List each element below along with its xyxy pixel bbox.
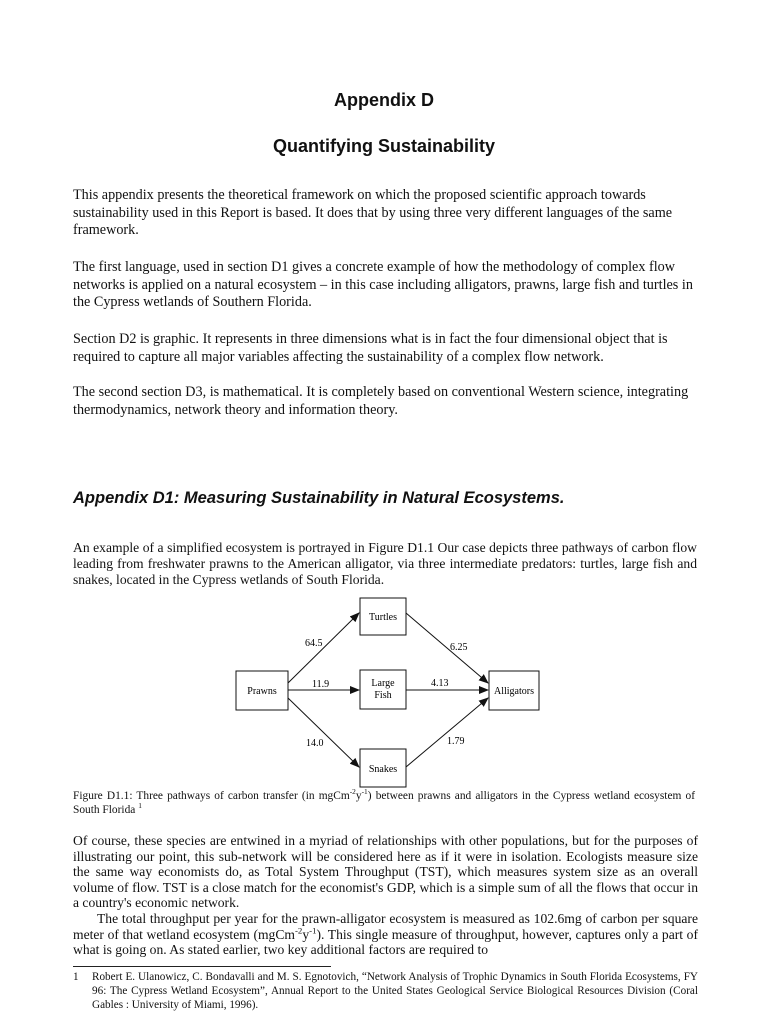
intro-paragraph: Section D2 is graphic. It represents in three dimensions what is in fact the four dimensional object that is required to capture all major variables affecting the sustainability of a complex flow network.	[73, 331, 668, 365]
figure-caption: Figure D1.1: Three pathways of carbon transfer (in $mgCm^{-2}y^{-1}$) between prawns and alligators in the Cypress wetland ecosystem of South Florida $^1$	[73, 787, 696, 816]
footnote-divider	[73, 966, 331, 967]
intro-paragraph: The first language, used in section D1 gives a concrete example of how the methodology of complex flow networks is applied on a natural ecosystem – in this case including alligators, prawns, large fish and turtles in the Cypress wetlands of Southern Florida.	[73, 259, 693, 310]
body-paragraph: The total throughput per year for the prawn-alligator ecosystem is measured as 102.6mg of carbon per square meter of that wetland ecosystem $(mgCm^{-2}y^{-1})$. This single measure of throughput, however, captures only a part of what is going on. As stated earlier, two key additional factors are required to	[73, 910, 698, 958]
flow-label: 11.9	[312, 679, 330, 690]
flow-label: 64.5	[305, 638, 323, 649]
node-prawns-label: Prawns	[247, 686, 277, 697]
flow-prawns-snakes	[288, 698, 359, 767]
page-subtitle: Quantifying Sustainability	[272, 136, 496, 156]
flow-label: 6.25	[450, 642, 468, 653]
intro-paragraph: This appendix presents the theoretical framework on which the proposed scientific approach towards sustainability used in this Report is based. It does that by using three very different languages of the same framework.	[73, 187, 673, 238]
node-alligators-label: Alligators	[494, 686, 534, 697]
section-heading: Appendix D1: Measuring Sustainability in Natural Ecosystems.	[73, 489, 565, 507]
flow-prawns-turtles	[288, 613, 359, 683]
flow-label: 4.13	[431, 678, 449, 689]
node-large-fish-label: Fish	[374, 690, 392, 701]
flow-turtles-alligators	[406, 613, 488, 683]
footnote-text: Robert E. Ulanowicz, C. Bondavalli and M. S. Egnotovich, “Network Analysis of Trophic Dynamics in South Florida Ecosystems, FY 96: The Cypress Wetland Ecosystem”, Annual Report to the United States Geological Service Biological Resources Division (Coral Gables : University of Miami, 1996).	[92, 971, 698, 1011]
flow-snakes-alligators	[406, 698, 488, 767]
body-text	[73, 833, 698, 958]
page-title: Appendix D	[333, 90, 434, 110]
node-turtles-label: Turtles	[369, 612, 397, 623]
section-intro: An example of a simplified ecosystem is portrayed in Figure D1.1 Our case depicts three pathways of carbon flow leading from freshwater prawns to the American alligator, via three intermediate predators: turtles, large fish and snakes, located in the Cypress wetlands of South Florida.	[73, 540, 697, 587]
footnote-ref: 1	[138, 800, 142, 810]
footnote	[73, 970, 698, 1012]
body-paragraph: Of course, these species are entwined in a myriad of relationships with other populations, but for the purposes of illustrating our point, this sub-network will be considered here as if it were in isolation. Ecologists measure size the same way economists do, as Total System Throughput (TST), which measures system size as an overall volume of flow. TST is a close match for the economist's GDP, which is a simple sum of all the flows that occur in a country's economic network.	[73, 833, 698, 911]
footnote-number: 1	[73, 971, 79, 983]
node-large-fish-label: Large	[371, 678, 395, 689]
flow-label: 1.79	[447, 736, 465, 747]
flow-label: 14.0	[306, 738, 324, 749]
node-snakes-label: Snakes	[368, 764, 398, 775]
intro-paragraph: The second section D3, is mathematical. It is completely based on conventional Western science, integrating thermodynamics, network theory and information theory.	[73, 384, 689, 418]
